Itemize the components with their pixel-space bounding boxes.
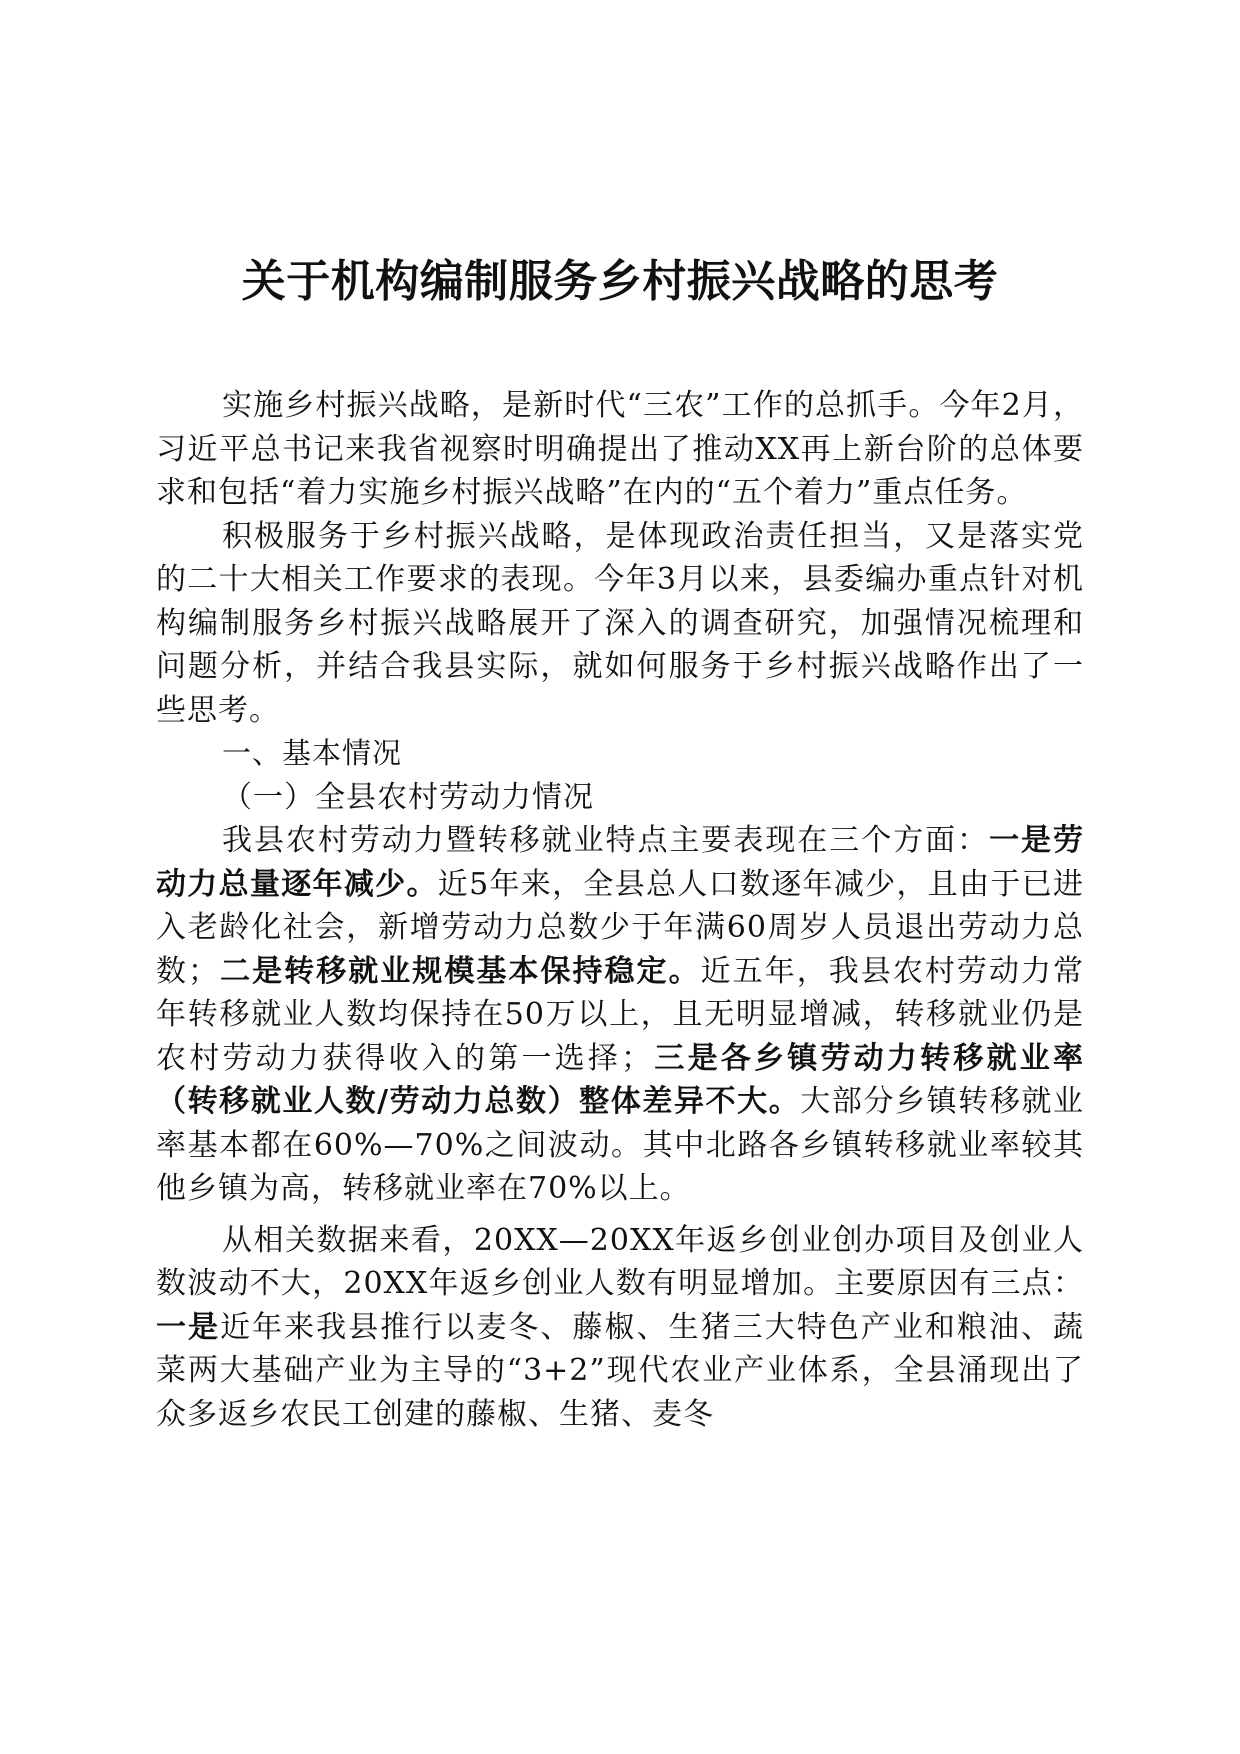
paragraph-text: 近5年来，全县总人口数逐年减少，且由于已进入老龄化社会，新增劳动力总数少于年满60周岁人员退出劳动力总数；	[156, 866, 1084, 989]
bold-point-three: 三是各乡镇劳动力转移就业率（转移就业人数/劳动力总数）整体差异不大。	[156, 1040, 1085, 1119]
paragraph-return-entrepreneurship	[156, 1219, 1084, 1437]
bold-reason-one: 一是	[156, 1309, 221, 1345]
paragraph-text: 近年来我县推行以麦冬、藤椒、生猪三大特色产业和粮油、蔬菜两大基础产业为主导的“3+2”现代农业产业体系，全县涌现出了众多返乡农民工创建的藤椒、生猪、麦冬	[156, 1309, 1085, 1432]
subsection-heading-rural-labor: （一）全县农村劳动力情况	[222, 779, 594, 815]
document-title: 关于机构编制服务乡村振兴战略的思考	[241, 256, 999, 307]
paragraph-intro: 实施乡村振兴战略，是新时代“三农”工作的总抓手。今年2月，习近平总书记来我省视察时明确提出了推动XX再上新台阶的总体要求和包括“着力实施乡村振兴战略”在内的“五个着力”重点任务。	[156, 388, 1084, 510]
document-body	[156, 384, 1084, 1436]
paragraph-text: 大部分乡镇转移就业率基本都在60%—70%之间波动。其中北路各乡镇转移就业率较其他乡镇为高，转移就业率在70%以上。	[156, 1084, 1084, 1206]
bold-point-two: 二是转移就业规模基本保持稳定。	[219, 953, 701, 989]
paragraph-labor-characteristics	[156, 819, 1084, 1211]
bold-point-one: 一是劳动力总量逐年减少。	[156, 823, 1085, 902]
paragraph-text: 从相关数据来看，20XX—20XX年返乡创业创办项目及创业人数波动不大，20XX年返乡创业人数有明显增加。主要原因有三点：	[156, 1222, 1084, 1301]
paragraph-text: 我县农村劳动力暨转移就业特点主要表现在三个方面：	[222, 823, 990, 858]
section-heading-basic-situation: 一、基本情况	[222, 736, 403, 770]
paragraph-service-strategy: 积极服务于乡村振兴战略，是体现政治责任担当，又是落实党的二十大相关工作要求的表现。今年3月以来，县委编办重点针对机构编制服务乡村振兴战略展开了深入的调查研究，加强情况梳理和问题分析，并结合我县实际，就如何服务于乡村振兴战略作出了一些思考。	[156, 518, 1084, 728]
paragraph-text: 近五年，我县农村劳动力常年转移就业人数均保持在50万以上，且无明显增减，转移就业仍是农村劳动力获得收入的第一选择；	[156, 953, 1085, 1076]
